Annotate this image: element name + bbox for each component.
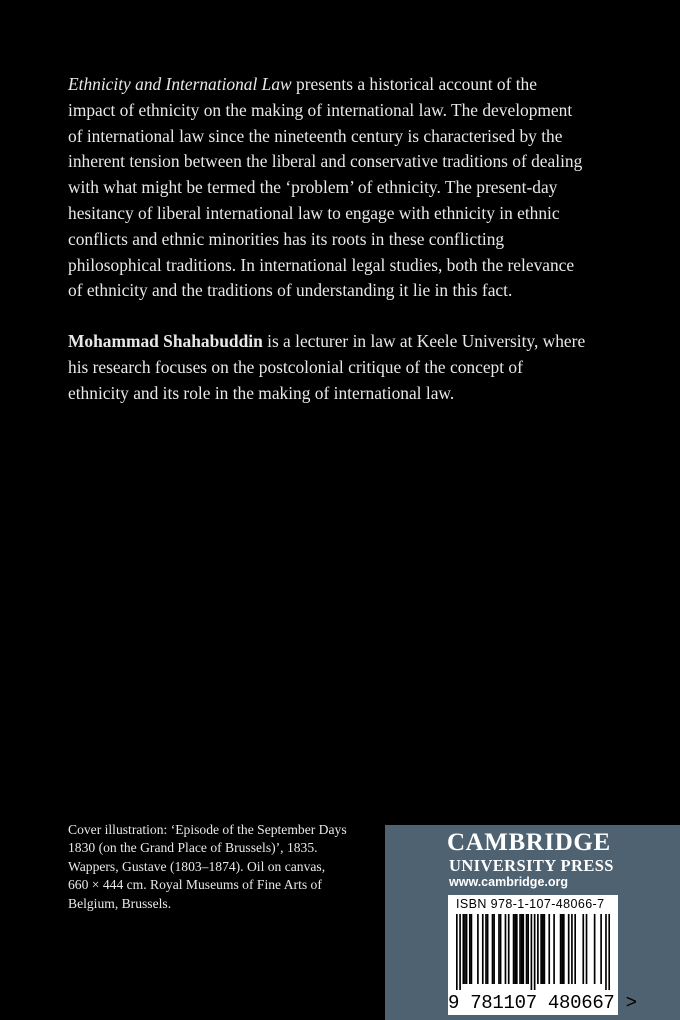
publisher-logo: CAMBRIDGE [447, 829, 611, 856]
barcode-bar [482, 914, 484, 984]
back-cover-blurb [68, 72, 588, 432]
barcode-bar [531, 914, 533, 990]
barcode-bar [462, 914, 464, 984]
book-title: Ethnicity and International Law [68, 74, 292, 94]
barcode-bar [563, 914, 565, 984]
barcode-bar [464, 914, 466, 984]
publisher-panel [385, 825, 680, 1020]
barcode-bar [498, 914, 500, 984]
author-bio-paragraph [68, 329, 588, 406]
barcode-bar [542, 914, 544, 984]
barcode-box [448, 895, 637, 1015]
barcode-bar [561, 914, 563, 984]
barcode-bar [493, 914, 495, 984]
barcode-bar [519, 914, 521, 984]
author-name: Mohammad Shahabuddin [68, 331, 263, 352]
isbn-label: ISBN 978-1-107-48066-7 [456, 897, 605, 911]
barcode-bar [540, 914, 542, 984]
barcode-bar [522, 914, 524, 984]
barcode-bar [487, 914, 489, 984]
barcode-bar [526, 914, 528, 984]
barcode-bar [456, 914, 458, 990]
barcode-bar [586, 914, 588, 984]
barcode-bar [521, 914, 523, 984]
barcode-digits: 9 781107 480667 > [448, 992, 637, 1014]
barcode-bar [508, 914, 510, 984]
barcode-bar [560, 914, 562, 984]
barcode-icon [456, 914, 610, 990]
barcode-bar [485, 914, 487, 984]
barcode-bar [574, 914, 576, 984]
publisher-subname: UNIVERSITY PRESS [449, 856, 614, 875]
barcode-bar [527, 914, 529, 984]
author-bio-text: is a lecturer in law at Keele University, where his research focuses on the postcolonial critique of the concept of ethnicity and its role in the making of international law. [68, 331, 586, 403]
barcode-bar [568, 914, 570, 984]
barcode-bar [608, 914, 610, 990]
barcode-bar [513, 914, 515, 984]
barcode-bar [594, 914, 596, 984]
barcode-bar [534, 914, 536, 990]
barcode-bar [514, 914, 516, 984]
description-paragraph [68, 72, 588, 304]
barcode-bar [477, 914, 479, 984]
barcode-bar [459, 914, 461, 990]
barcode-bar [600, 914, 602, 984]
cover-illustration-credit: Cover illustration: ‘Episode of the September Days 1830 (on the Grand Place of Brussels)’, 1835. Wappers, Gustave (1803–1874). Oil on canvas, 660 × 444 cm. Royal Museums of Fine Arts of Belgium, Brussels. [68, 822, 347, 911]
barcode-bar [469, 914, 471, 984]
barcode-bar [544, 914, 546, 984]
barcode-bar [466, 914, 468, 984]
barcode-bar [505, 914, 507, 984]
barcode-bar [571, 914, 573, 984]
barcode-bar [553, 914, 555, 984]
barcode-bar [500, 914, 502, 984]
description-text: presents a historical account of the impact of ethnicity on the making of international law. The development of international law since the nineteenth century is characterised by the inherent tension between the liberal and conservative traditions of dealing with what might be termed the ‘problem’ of ethnicity. The present-day hesitancy of liberal international law to engage with ethnicity in ethnic conflicts and ethnic minorities has its roots in these conflicting philosophical traditions. In international legal studies, both the relevance of ethnicity and the traditions of understanding it lie in this fact. [68, 74, 583, 301]
barcode-bar [471, 914, 473, 984]
barcode-bar [605, 914, 607, 990]
publisher-url: www.cambridge.org [449, 875, 569, 889]
barcode-bar [582, 914, 584, 984]
barcode-bar [516, 914, 518, 984]
barcode-bar [548, 914, 550, 984]
barcode-bar [537, 914, 539, 984]
barcode-bar [492, 914, 494, 984]
